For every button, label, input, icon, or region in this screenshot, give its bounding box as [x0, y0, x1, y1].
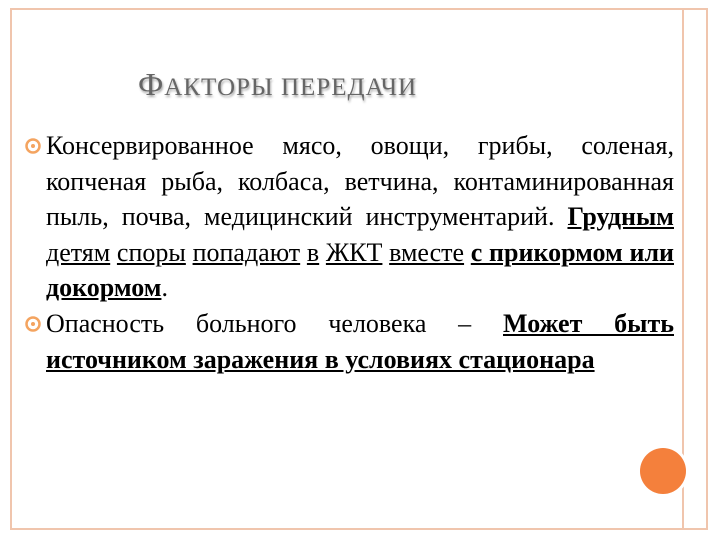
space — [464, 238, 471, 267]
paragraph-1-u-4: в — [306, 237, 320, 267]
space — [319, 238, 326, 267]
slide-title — [138, 66, 417, 103]
circle-flourish-bullet-icon — [24, 137, 42, 155]
paragraph-1-u-1: детям — [46, 237, 111, 267]
paragraph-1-u-3: попадают — [192, 237, 301, 267]
space — [110, 238, 117, 267]
paragraph-1-u-6: вместе — [389, 237, 465, 267]
paragraph-1-bold-2: с прикормом или докормом — [46, 237, 675, 303]
paragraph-1-u-2: споры — [116, 237, 186, 267]
paragraph-1-u-5: ЖКТ — [325, 237, 383, 267]
space — [300, 238, 307, 267]
paragraph-2 — [46, 306, 674, 377]
circle-flourish-bullet-icon — [24, 315, 42, 333]
paragraph-2-text: Опасность больного человека – — [46, 308, 503, 338]
paragraph-2-bold: Может быть источником заражения в условиях стационара — [46, 308, 674, 374]
slide-title-cap: Ф — [138, 66, 165, 102]
paragraph-1-bold-1: Грудным — [567, 202, 674, 232]
paragraph-1-end: . — [161, 273, 168, 303]
slide-frame-rule — [682, 8, 684, 530]
space — [186, 238, 193, 267]
slide-content — [46, 128, 674, 377]
paragraph-1-text: Консервированное мясо, овощи, грибы, соленая, копченая рыба, колбаса, ветчина, контаминированная пыль, почва, медицинский инструментарий. — [46, 131, 674, 232]
slide-title-rest: АКТОРЫ ПЕРЕДАЧИ — [164, 74, 418, 101]
orange-circle-decoration — [640, 448, 686, 494]
paragraph-1 — [46, 128, 674, 306]
